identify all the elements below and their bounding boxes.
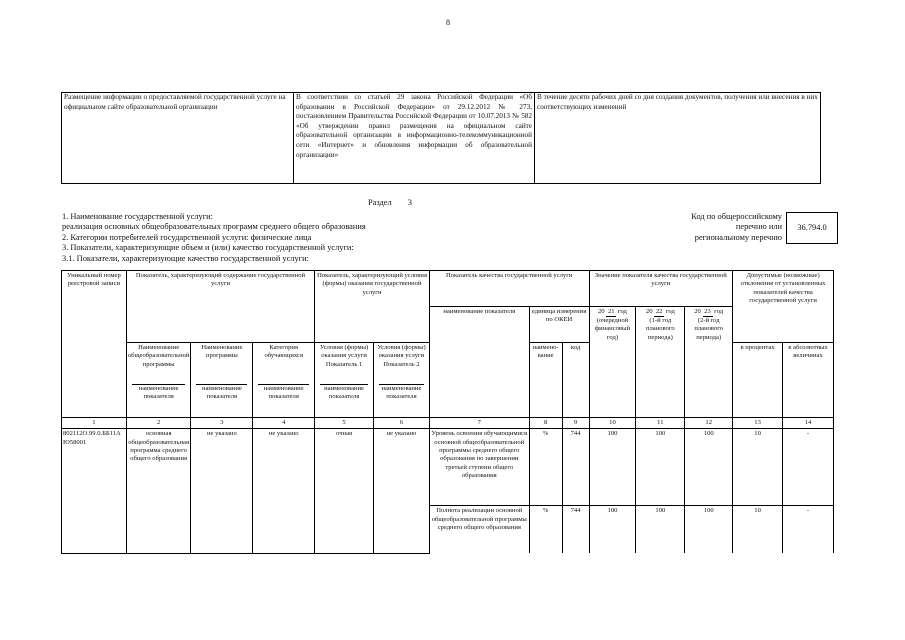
table-cell: В течение десяти рабочих дней со дня создания документов, получения или внесения в них соответствующих изменений [535,93,821,184]
year-suffix: год [617,307,627,315]
header-text: наименование показателя [381,385,422,401]
year-prefix: 20 [598,307,605,315]
column-number: 1 [62,418,127,429]
empty-cell [733,306,834,343]
header-unique-number: Уникальный номер реестровой записи [62,271,127,418]
column-number: 12 [685,418,733,429]
unit-cell: % [529,429,562,506]
registry-code-box: 36.794.0 [786,212,838,244]
absolute-cell: - [783,429,834,506]
header-unit-code: код [562,343,589,418]
section-label: Раздел [368,198,392,207]
registry-code-cell: 802112О.99.0.ББ11АЮ58001 [62,429,127,554]
header-deviation: Допустимые (возможные) отклонения от установленных показателей качества государственной услуги [733,271,834,307]
code-label-line: перечню или [735,222,782,232]
column-number: 10 [589,418,636,429]
info-line: 2. Категории потребителей государственной услуги: физические лица [62,232,312,242]
header-col-category [253,343,315,418]
publication-table [61,92,821,184]
value-cell: 100 [636,506,685,554]
header-content: Показатель, характеризующий содержание государственной услуги [126,271,314,307]
table-row [62,429,834,506]
column-number: 11 [636,418,685,429]
table-row [62,306,834,343]
year-suffix: год [665,307,675,315]
section-number: 3 [407,198,412,207]
column-number: 2 [126,418,191,429]
table-row [62,418,834,429]
header-col-condition-1 [315,343,374,418]
column-number: 4 [253,418,315,429]
info-line: 1. Наименование государственной услуги: [62,212,213,221]
column-number: 3 [191,418,253,429]
header-text: Условия (формы) оказания услуги Показатель 1 [319,344,369,368]
header-conditions: Показатель, характеризующий условия (формы) оказания государственной услуги [315,271,430,307]
info-line: 3.1. Показатели, характеризующие качество государственной услуги: [62,253,309,263]
header-text: наименование показателя [201,385,242,401]
header-indicator-name: наименование показателя [429,306,529,418]
header-values: Значение показателя качества государственной услуги [589,271,733,307]
year-value: 23 [703,308,713,317]
year-desc: (2-й год планового периода) [694,316,724,341]
empty-cell [315,306,430,343]
service-info [62,212,366,264]
unit-cell: % [529,506,562,554]
header-unit: единица измерения по ОКЕИ [529,306,589,343]
header-unit-name: наимено-вание [529,343,562,418]
quality-indicators-table [61,270,834,554]
indicator-cell: Полнота реализации основной общеобразовательной программы среднего общего образования [429,506,529,554]
column-number: 6 [374,418,430,429]
table-cell: не указано [253,429,315,554]
value-cell: 100 [685,506,733,554]
year-desc: (1-й год планового периода) [645,316,675,341]
header-col-program-name [191,343,253,418]
year-desc: (очередной финансовый год) [594,316,630,341]
column-number: 7 [429,418,529,429]
value-cell: 100 [589,429,636,506]
column-number: 14 [783,418,834,429]
header-text: наименование показателя [138,385,179,401]
column-number: 13 [733,418,783,429]
info-line: 3. Показатели, характеризующие объем и (или) качество государственной услуги: [62,243,354,253]
header-col-condition-2 [374,343,430,418]
section-heading [368,198,412,208]
header-quality: Показатель качества государственной услуги [429,271,589,307]
column-number: 5 [315,418,374,429]
header-year-1 [589,306,636,418]
header-year-3 [685,306,733,418]
year-value: 22 [654,308,664,317]
value-cell: 100 [685,429,733,506]
program-cell: основная общеобразовательная программа среднего общего образования [126,429,191,554]
page-number: 8 [446,18,450,27]
year-prefix: 20 [694,307,701,315]
percent-cell: 10 [733,506,783,554]
year-prefix: 20 [645,307,653,315]
year-value: 21 [606,308,616,317]
table-row [62,271,834,307]
header-col-program [126,343,191,418]
empty-cell [126,306,314,343]
indicator-cell: Уровень освоения обучающимися основной общеобразовательной программы среднего общего образования по завершении третьей ступени общего образования [429,429,529,506]
table-cell: Размещение информации о предоставляемой государственной услуге на официальном сайте образовательной организации [62,93,294,184]
header-text: Наименование программы [201,344,243,360]
table-cell: очная [315,429,374,554]
header-absolute: в абсолютных величинах [783,343,834,418]
code-label-line: региональному перечню [694,232,782,242]
year-suffix: год [714,307,724,315]
column-number: 9 [562,418,589,429]
registry-code-label [640,212,782,243]
header-text: Условия (формы) оказания услуги Показатель 2 [377,344,426,368]
table-cell: не указано [374,429,430,554]
table-cell: В соответствии со статьей 29 закона Российской Федерации «Об образовании в Российской Федерации» от 29.12.2012 № 273, постановлением Правительства Российской Федерации от 10.07.2013 № 582 «Об утверждении правил размещения на официальном сайте образовательной организации в информационно-телекоммуникационной сети «Интернет» и обновления информации об образовательной организации» [294,93,535,184]
info-line: реализация основных общеобразовательных программ среднего общего образования [62,222,366,232]
header-text: наименование показателя [263,385,304,401]
value-cell: 100 [589,506,636,554]
header-text: наименование показателя [324,385,364,401]
okei-cell: 744 [562,429,589,506]
header-percent: в процентах [733,343,783,418]
header-year-2 [636,306,685,418]
okei-cell: 744 [562,506,589,554]
table-row [62,93,821,184]
value-cell: 100 [636,429,685,506]
percent-cell: 10 [733,429,783,506]
table-cell: не указано [191,429,253,554]
header-text: Категория обучающихся [264,344,303,360]
column-number: 8 [529,418,562,429]
header-text: Наименование общеобразовательной программы [127,344,190,368]
absolute-cell: - [783,506,834,554]
code-label-line: Код по общероссийскому [691,212,782,221]
